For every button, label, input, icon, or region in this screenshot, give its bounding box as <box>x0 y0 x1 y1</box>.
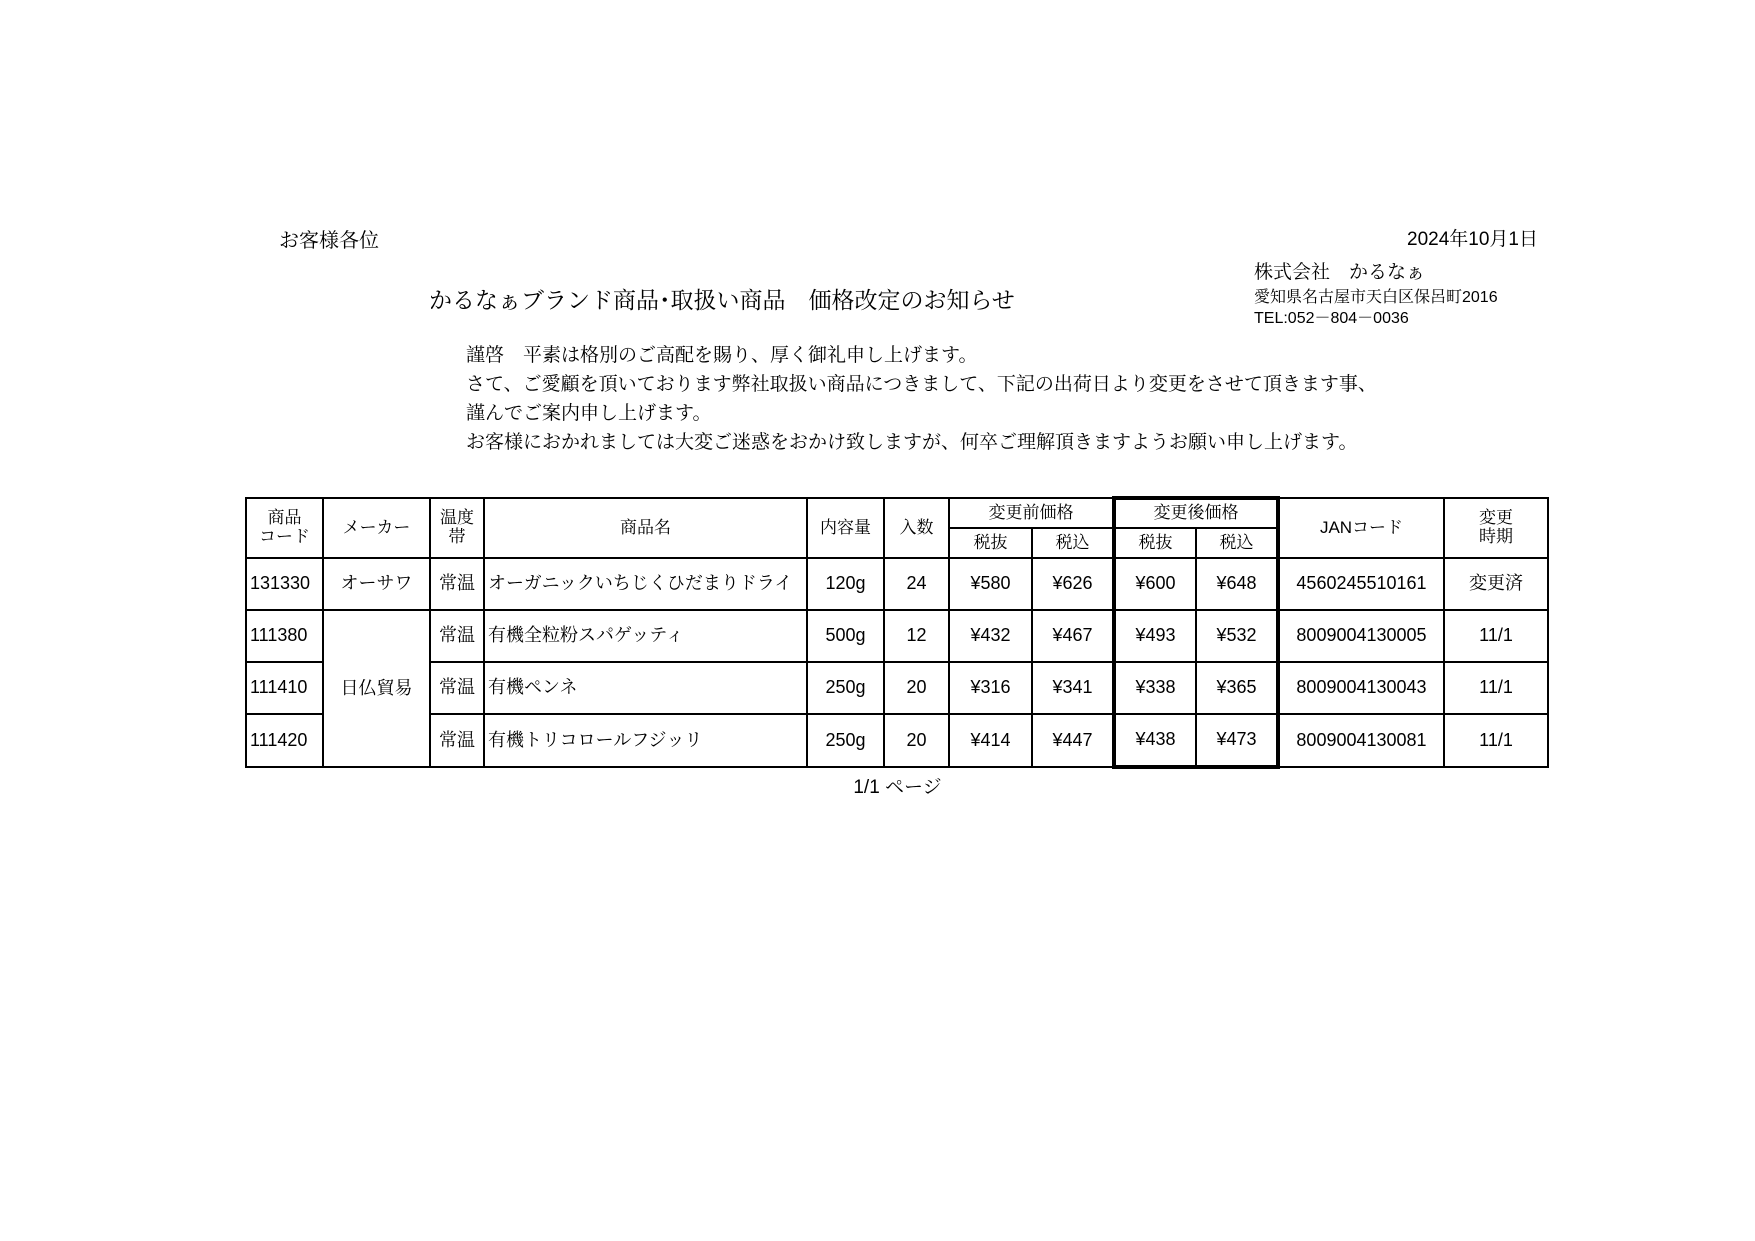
cell-name: 有機ペンネ <box>484 662 807 714</box>
price-table <box>245 496 1549 769</box>
cell-timing: 11/1 <box>1444 610 1548 662</box>
cell-qty: 20 <box>884 662 949 714</box>
cell-name: オーガニックいちじくひだまりドライ <box>484 558 807 610</box>
body-line: お客様におかれましては大変ご迷惑をおかけ致しますが、何卒ご理解頂きますようお願い申し上げます。 <box>466 432 1358 453</box>
cell-before-in: ¥467 <box>1032 610 1114 662</box>
header-maker: メーカー <box>323 498 430 558</box>
cell-timing: 変更済 <box>1444 558 1548 610</box>
cell-temp: 常温 <box>430 558 484 610</box>
cell-after-in: ¥473 <box>1196 714 1278 767</box>
header-code: 商品 コード <box>246 498 323 558</box>
cell-name: 有機全粒粉スパゲッティ <box>484 610 807 662</box>
table-row <box>246 662 1548 714</box>
cell-temp: 常温 <box>430 714 484 767</box>
cell-after-ex: ¥600 <box>1114 558 1196 610</box>
cell-after-in: ¥532 <box>1196 610 1278 662</box>
header-before-tax-in: 税込 <box>1032 528 1114 558</box>
cell-jan: 8009004130005 <box>1278 610 1444 662</box>
header-volume: 内容量 <box>807 498 884 558</box>
cell-maker: オーサワ <box>323 558 430 610</box>
cell-name: 有機トリコロールフジッリ <box>484 714 807 767</box>
cell-before-in: ¥626 <box>1032 558 1114 610</box>
table-header-row <box>246 498 1548 528</box>
page-number: 1/1 ページ <box>853 777 942 798</box>
cell-jan: 4560245510161 <box>1278 558 1444 610</box>
recipient: お客様各位 <box>279 230 379 252</box>
document-date: 2024年10月1日 <box>1407 229 1538 250</box>
cell-volume: 250g <box>807 714 884 767</box>
cell-volume: 120g <box>807 558 884 610</box>
cell-before-ex: ¥316 <box>949 662 1032 714</box>
header-after-price: 変更後価格 <box>1114 498 1278 528</box>
cell-jan: 8009004130043 <box>1278 662 1444 714</box>
cell-volume: 250g <box>807 662 884 714</box>
cell-code: 111380 <box>246 610 323 662</box>
cell-qty: 12 <box>884 610 949 662</box>
header-name: 商品名 <box>484 498 807 558</box>
body-line: さて、ご愛顧を頂いております弊社取扱い商品につきまして、下記の出荷日より変更をさせて頂きます事、 <box>466 374 1377 395</box>
company-address: 愛知県名古屋市天白区保呂町2016 <box>1254 289 1498 306</box>
cell-after-ex: ¥438 <box>1114 714 1196 767</box>
cell-timing: 11/1 <box>1444 714 1548 767</box>
cell-before-ex: ¥432 <box>949 610 1032 662</box>
cell-timing: 11/1 <box>1444 662 1548 714</box>
cell-before-in: ¥341 <box>1032 662 1114 714</box>
cell-before-in: ¥447 <box>1032 714 1114 767</box>
company-tel: TEL:052－804－0036 <box>1254 310 1409 327</box>
cell-after-in: ¥648 <box>1196 558 1278 610</box>
body-line: 謹んでご案内申し上げます。 <box>466 403 712 424</box>
cell-qty: 24 <box>884 558 949 610</box>
header-after-tax-ex: 税抜 <box>1114 528 1196 558</box>
header-qty: 入数 <box>884 498 949 558</box>
cell-volume: 500g <box>807 610 884 662</box>
body-line: 謹啓 平素は格別のご高配を賜り、厚く御礼申し上げます。 <box>466 345 978 366</box>
cell-temp: 常温 <box>430 610 484 662</box>
page-title: かるなぁブランド商品･取扱い商品 価格改定のお知らせ <box>429 287 1015 313</box>
cell-before-ex: ¥580 <box>949 558 1032 610</box>
cell-qty: 20 <box>884 714 949 767</box>
header-timing: 変更 時期 <box>1444 498 1548 558</box>
table-row <box>246 558 1548 610</box>
cell-code: 131330 <box>246 558 323 610</box>
table-row <box>246 714 1548 767</box>
cell-maker: 日仏貿易 <box>323 610 430 767</box>
header-before-tax-ex: 税抜 <box>949 528 1032 558</box>
table-row <box>246 610 1548 662</box>
cell-after-in: ¥365 <box>1196 662 1278 714</box>
cell-temp: 常温 <box>430 662 484 714</box>
header-before-price: 変更前価格 <box>949 498 1114 528</box>
cell-code: 111420 <box>246 714 323 767</box>
cell-jan: 8009004130081 <box>1278 714 1444 767</box>
cell-after-ex: ¥338 <box>1114 662 1196 714</box>
company-name: 株式会社 かるなぁ <box>1254 262 1426 283</box>
cell-before-ex: ¥414 <box>949 714 1032 767</box>
header-temp: 温度 帯 <box>430 498 484 558</box>
cell-code: 111410 <box>246 662 323 714</box>
cell-after-ex: ¥493 <box>1114 610 1196 662</box>
header-after-tax-in: 税込 <box>1196 528 1278 558</box>
header-jan: JANコード <box>1278 498 1444 558</box>
